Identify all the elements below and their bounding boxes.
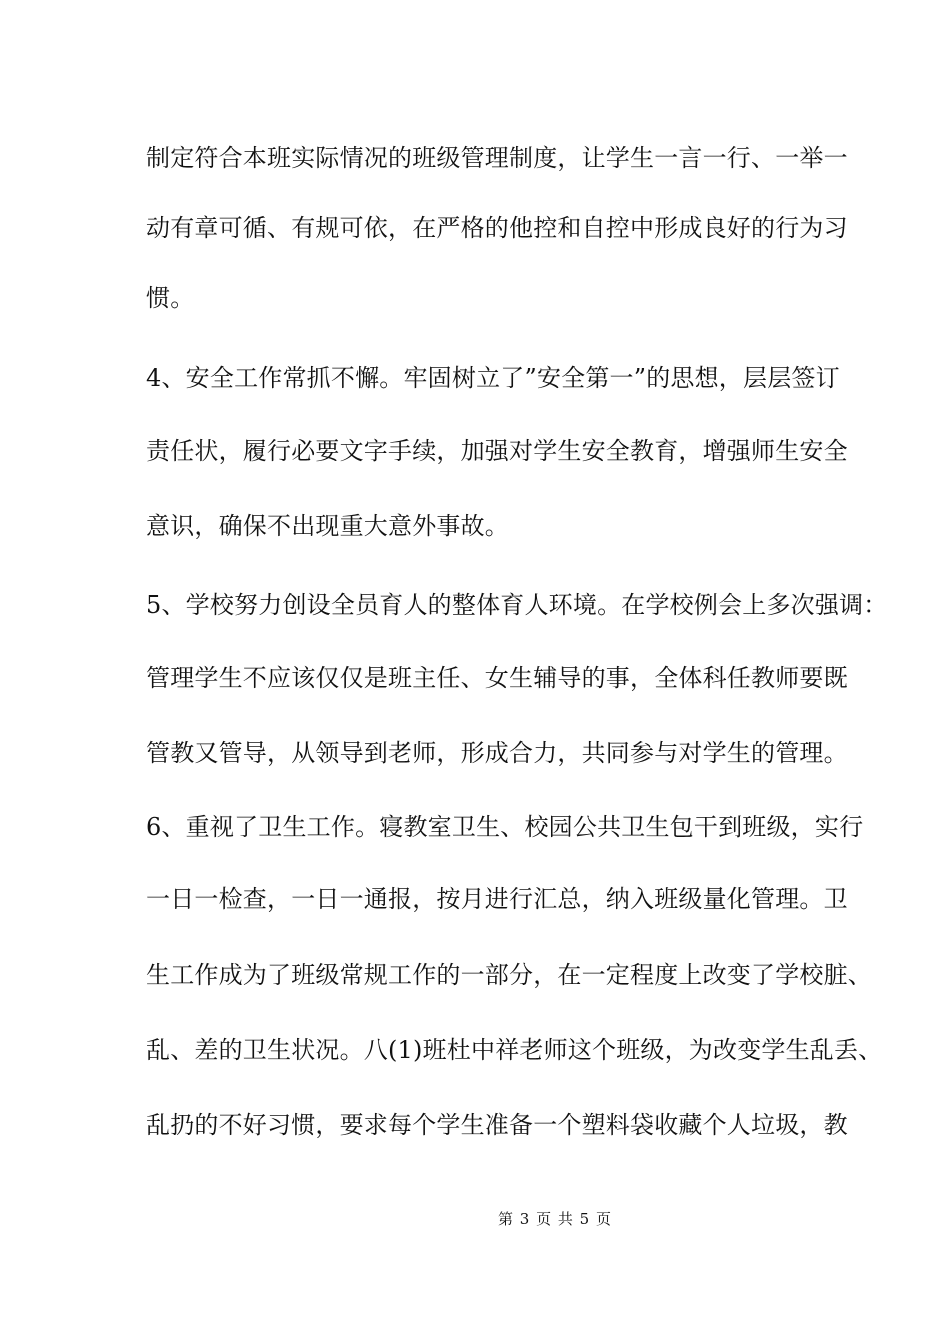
paragraph-line: 动有章可循、有规可依，在严格的他控和自控中形成良好的行为习 xyxy=(146,214,848,242)
page-number-footer: 第 3 页 共 5 页 xyxy=(498,1210,612,1228)
paragraph-line: 6、重视了卫生工作。寝教室卫生、校园公共卫生包干到班级，实行 xyxy=(146,813,864,841)
paragraph-line: 5、学校努力创设全员育人的整体育人环境。在学校例会上多次强调： xyxy=(146,591,888,619)
paragraph-line: 管教又管导，从领导到老师，形成合力，共同参与对学生的管理。 xyxy=(146,739,848,767)
paragraph-line: 生工作成为了班级常规工作的一部分，在一定程度上改变了学校脏、 xyxy=(146,961,872,989)
paragraph-line: 责任状，履行必要文字手续，加强对学生安全教育，增强师生安全 xyxy=(146,437,848,465)
paragraph-line: 惯。 xyxy=(146,284,195,312)
paragraph-line: 管理学生不应该仅仅是班主任、女生辅导的事，全体科任教师要既 xyxy=(146,664,848,692)
paragraph-line: 意识，确保不出现重大意外事故。 xyxy=(146,512,509,540)
paragraph-line: 乱、差的卫生状况。八(1)班杜中祥老师这个班级，为改变学生乱丢、 xyxy=(146,1036,883,1064)
paragraph-line: 4、安全工作常抓不懈。牢固树立了”安全第一”的思想，层层签订 xyxy=(146,364,840,392)
paragraph-line: 制定符合本班实际情况的班级管理制度，让学生一言一行、一举一 xyxy=(146,144,848,172)
paragraph-line: 一日一检查，一日一通报，按月进行汇总，纳入班级量化管理。卫 xyxy=(146,885,848,913)
paragraph-line: 乱扔的不好习惯，要求每个学生准备一个塑料袋收藏个人垃圾，教 xyxy=(146,1111,848,1139)
